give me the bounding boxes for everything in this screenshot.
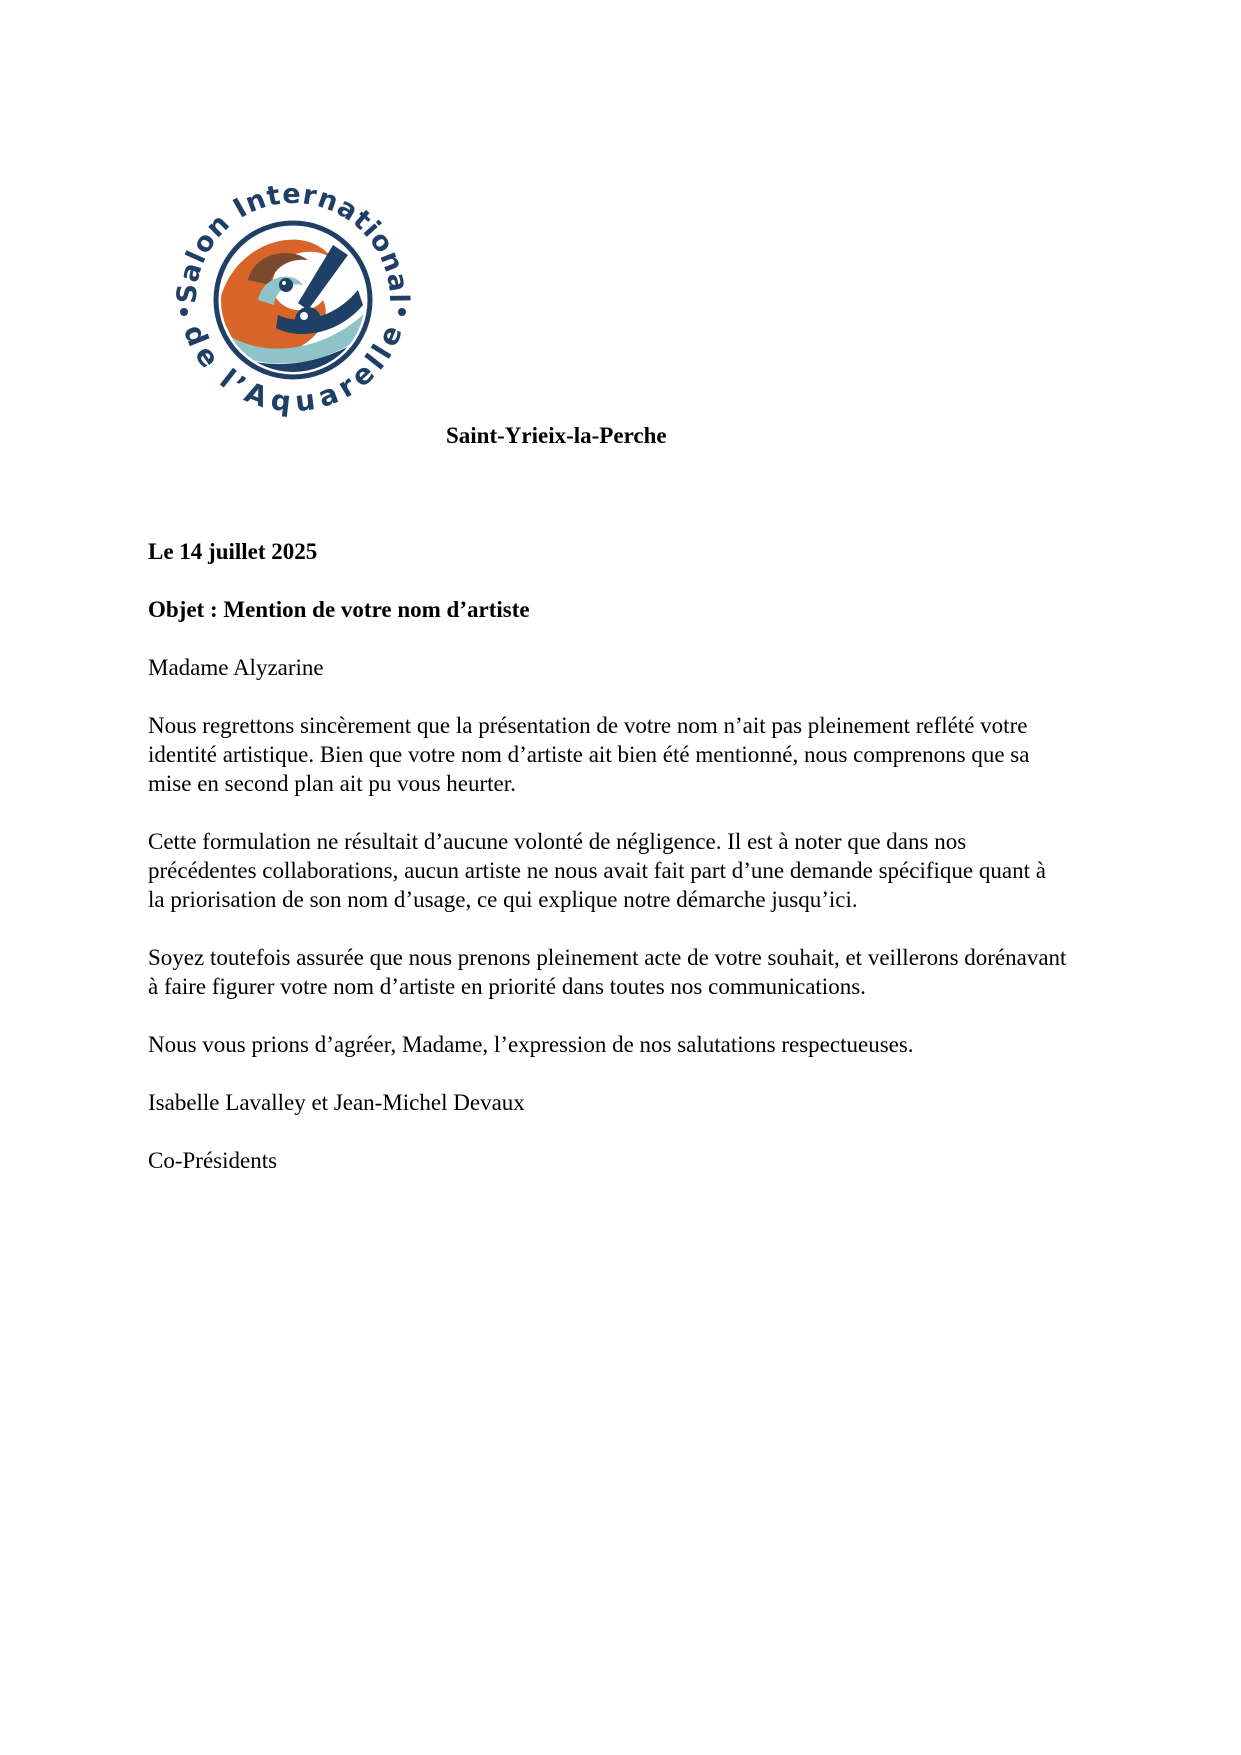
- letter-signatories: Isabelle Lavalley et Jean-Michel Devaux: [148, 1090, 525, 1115]
- letter-subject: Objet : Mention de votre nom d’artiste: [148, 597, 530, 622]
- letter-paragraph-2: Cette formulation ne résultait d’aucune volonté de négligence. Il est à noter que dans nos précédentes collaborations, aucun artiste ne nous avait fait part d’une demande spécifique quant à la priorisation de son nom d’usage, ce qui explique notre démarche jusqu’ici.: [148, 829, 1046, 912]
- letter-body: [148, 537, 1068, 1204]
- letter-paragraph-3: Soyez toutefois assurée que nous prenons pleinement acte de votre souhait, et veillerons dorénavant à faire figurer votre nom d’artiste en priorité dans toutes nos communications.: [148, 945, 1067, 999]
- logo-text-bottom: de l’Aquarelle: [176, 319, 410, 419]
- salon-logo: [158, 160, 428, 440]
- letter-closing: Nous vous prions d’agréer, Madame, l’expression de nos salutations respectueuses.: [148, 1032, 914, 1057]
- letter-paragraph-1: Nous regrettons sincèrement que la présentation de votre nom n’ait pas pleinement reflété votre identité artistique. Bien que votre nom d’artiste ait bien été mentionné, nous comprenons que sa mise en second plan ait pu vous heurter.: [148, 713, 1030, 796]
- salon-logo-emblem: [158, 160, 428, 440]
- letter-role: Co-Présidents: [148, 1148, 278, 1173]
- logo-text-top: Salon International: [171, 178, 415, 305]
- letter-salutation: Madame Alyzarine: [148, 655, 324, 680]
- letter-date: Le 14 juillet 2025: [148, 539, 318, 564]
- header-city: Saint-Yrieix-la-Perche: [446, 423, 667, 448]
